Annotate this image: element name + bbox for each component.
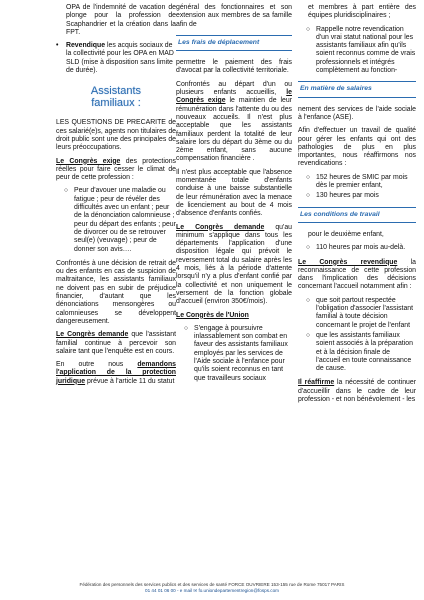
- paragraph-minimum: [176, 224, 292, 307]
- sub-item-152: [298, 174, 416, 191]
- section-title-line1: Assistants: [90, 85, 142, 98]
- depart-lead: Confrontés au départ d'un ou plusieurs enfants accueillis,: [176, 80, 292, 97]
- paragraph-avocat: permettre le paiement des frais d'avocat par la collectivité territoriale.: [176, 59, 292, 75]
- sub-item-text: 110 heures par mois au-delà.: [316, 244, 406, 252]
- bullet-bold: Revendique: [66, 42, 106, 50]
- protection-bold: demandons l'application de la protection juridique: [56, 361, 176, 385]
- top-text: général des fonctionnaires et son extension aux membres de sa famille afin de: [176, 4, 292, 28]
- section-title: [56, 85, 176, 109]
- sub-item-text: 130 heures par mois: [316, 192, 379, 200]
- sub-item-peur: [56, 187, 176, 253]
- circle-bullet-icon: ○: [64, 187, 69, 195]
- paragraph-revendique: [298, 259, 416, 292]
- sub-item-text: Peur d'avouer une maladie ou fatigue ; peur de révéler des difficultés avec un enfant ; peur de la dénonciation calomnieuse ; peur du départ des enfants ; peur de divorcer ou de se retrouver seul(e) (veuvage) ; peur de donner son avis….: [74, 187, 176, 253]
- depart-text: le maintien de leur rémunération dans l'attente du ou des nouveaux accueils. Il n'est plus acceptable que les assistants familiaux perdent la totalité de leur salaire lors du départ du 3ème ou du 2ème enfant, sans aucune compensation financière .: [176, 97, 292, 163]
- continuation-text: OPA de l'indemnité de vacation de plonge pour la profession de Scaphandrier et la création dans la FPT.: [66, 4, 176, 36]
- demande-bold: Le Congrès demande: [56, 331, 129, 339]
- sub-item-engage: [176, 325, 292, 383]
- header-conditions-travail: Les conditions de travail: [298, 207, 416, 223]
- column-1: [56, 4, 176, 391]
- paragraph-depart: [176, 81, 292, 164]
- sub-item-text: Rappelle notre revendication d'un vrai statut national pour les assistants familiaux afin qu'ils soient reconnus comme de vrais professionnels et intégrés complètement au fonction-: [316, 25, 416, 75]
- sub-item-text: que soit partout respectée l'obligation d'associer l'assistant familial à toute décision concernant le projet de l'enfant: [316, 296, 414, 329]
- paragraph-protection: [56, 361, 176, 386]
- sub-item-text: S'engage à poursuivre inlassablement son combat en faveur des assistants familiaux employés par les services de l'Aide sociale à l'enfance pour qu'ils soient reconnus en tant que travailleurs sociaux: [194, 324, 288, 382]
- circle-bullet-icon: ○: [306, 244, 311, 252]
- paragraph-demande: [56, 331, 176, 356]
- header-salaires: En matière de salaires: [298, 81, 416, 97]
- paragraph-ase: nement des services de l'aide sociale à l'enfance (ASE).: [298, 105, 416, 121]
- protection-text: prévue à l'article 11 du statut: [85, 377, 175, 385]
- circle-bullet-icon: ○: [306, 25, 311, 33]
- depart-bold: le Congrès exige: [176, 89, 292, 105]
- sub-item-rappelle: [298, 26, 416, 76]
- revendique-text: la reconnaissance de cette profession dans l'implication des décisions concernant l'accueil notamment afin :: [298, 258, 416, 291]
- sub-item-obligation: [298, 297, 416, 330]
- paragraph-exige: [56, 158, 176, 183]
- paragraph-absence: Il n'est plus acceptable que l'absence momentanée totale d'enfants conduise à une baisse substantielle de leur rémunération avec la menace de licenciement au bout de 4 mois d'absence d'enfants confiés.: [176, 168, 292, 218]
- minimum-bold: Le Congrès demande: [176, 223, 265, 231]
- reaffirme-text: la nécessité de continuer d'accueillir dans le cadre de leur profession - et non bénévolement - les: [298, 379, 416, 403]
- exige-text: des protections réelles pour faire cesser le climat de peur de cette profession :: [56, 157, 176, 182]
- section-title-line2: familiaux :: [91, 97, 141, 110]
- column-3: [298, 4, 416, 409]
- top-text: et membres à part entière des équipes pluridisciplinaires ;: [308, 4, 416, 20]
- circle-bullet-icon: ○: [306, 192, 311, 200]
- circle-bullet-icon: ○: [306, 296, 311, 304]
- bullet-text: les acquis sociaux de la collectivité pour les OPA en MAD SLD (mise à disposition sans limite de durée).: [66, 42, 174, 75]
- paragraph-reaffirme: [298, 379, 416, 404]
- footer-contact: 01 44 01 06 00 - e mail ✉ fo.uniondepartementregion@fosps.com: [145, 588, 279, 593]
- circle-bullet-icon: ○: [184, 324, 189, 332]
- minimum-text: qu'au minimum s'applique dans tous les départements l'application d'une disposition légale qui prévoit le reversement total du salaire après les 4 mois, liés à la période d'attente lorsqu'il n'y a plus d'enfant confié par la collectivité et non uniquement le versement de la fonction globale d'accueil (environ 350€/mois).: [176, 223, 292, 306]
- sub-item-130: [298, 192, 416, 200]
- paragraph-deuxieme: pour le deuxième enfant,: [308, 230, 384, 238]
- reaffirme-bold: Il réaffirme: [298, 379, 335, 387]
- circle-bullet-icon: ○: [306, 331, 311, 339]
- exige-bold: Le Congrès exige: [56, 157, 121, 165]
- intro-paragraph: LES QUESTIONS DE PRECARITE de ces salarié(e)s, agents non titulaires de droit public sont une des principales de leurs préoccupations.: [56, 119, 176, 152]
- revendique-bold: Le Congrès revendique: [298, 258, 398, 266]
- header-frais-deplacement: Les frais de déplacement: [176, 35, 292, 51]
- column-2: [176, 4, 292, 385]
- sub-item-text: 152 heures de SMIC par mois dès le premier enfant,: [316, 173, 408, 190]
- circle-bullet-icon: ○: [306, 173, 311, 181]
- paragraph-qualite: Afin d'effectuer un travail de qualité pour gérer les enfants qui ont des pathologies de plus en plus importantes, nous réaffirmons nos revendications :: [298, 127, 416, 168]
- paragraph-retrait: Confrontés à une décision de retrait de ou des enfants en cas de suspicion de maltraitance, les assistants familiaux ne doivent pas en subir de préjudice financier, d'autant que les dénonciations mensongères ou calomnieuses se développent dangereusement.: [56, 259, 176, 325]
- demande-text: que l'assistant familial continue à percevoir son salaire tant que l'enquête est en cours.: [56, 331, 176, 355]
- sub-item-associes: [298, 332, 416, 373]
- bullet-revendique: [56, 42, 176, 75]
- sub-item-110: [298, 244, 416, 252]
- paragraph-union: [176, 312, 292, 320]
- protection-lead: En outre nous: [56, 361, 138, 369]
- footer: [0, 582, 424, 594]
- footer-address: Fédération des personnels des services publics et des services de santé FORCE OUVRIERE 153-155 rue de Rome 75017 PARIS: [79, 582, 345, 587]
- union-bold: Le Congrès de l'Union: [176, 311, 249, 319]
- sub-item-text: que les assistants familiaux soient associés à la préparation et à la décision finale de l'accueil en toute connaissance de cause.: [316, 331, 413, 373]
